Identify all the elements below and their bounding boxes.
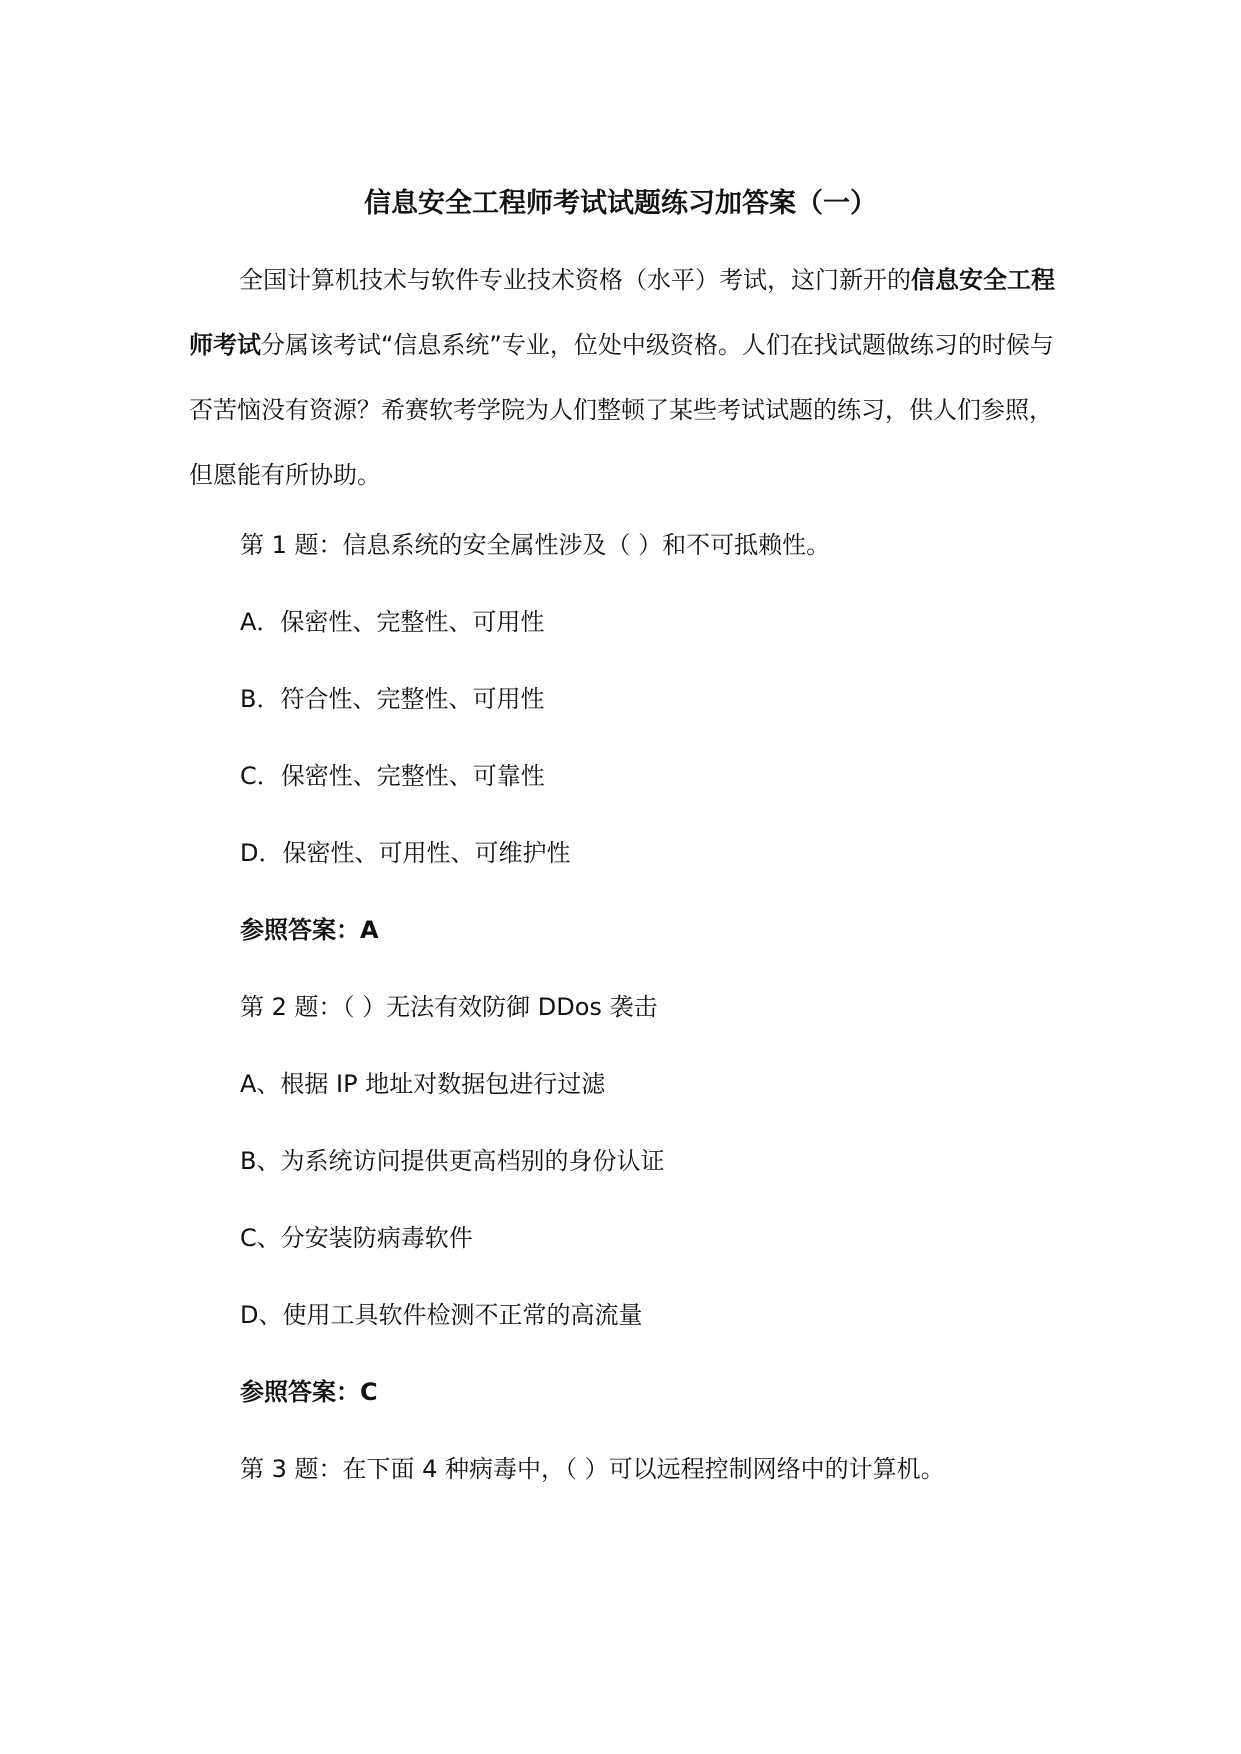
question-2-option-d: D、使用工具软件检测不正常的高流量 [240, 1301, 643, 1329]
question-1-option-a: A．保密性、完整性、可用性 [240, 608, 545, 636]
intro-bold-text: 信息安全工程师考试 [189, 266, 1055, 359]
question-2-answer: 参照答案：C [240, 1378, 378, 1406]
question-3: 第 3 题：在下面 4 种病毒中，（ ）可以远程控制网络中的计算机。 [240, 1455, 945, 1483]
question-1-answer: 参照答案：A [240, 916, 379, 944]
question-1: 第 1 题：信息系统的安全属性涉及（ ）和不可抵赖性。 [240, 531, 831, 559]
document-title: 信息安全工程师考试试题练习加答案（一） [364, 188, 877, 220]
intro-paragraph [189, 248, 1059, 508]
question-2-option-b: B、为系统访问提供更高档别的身份认证 [240, 1147, 665, 1175]
question-1-option-b: B．符合性、完整性、可用性 [240, 685, 545, 713]
intro-text-part1: 全国计算机技术与软件专业技术资格（水平）考试，这门新开的 [239, 266, 911, 294]
question-2-option-a: A、根据 IP 地址对数据包进行过滤 [240, 1070, 606, 1098]
question-2: 第 2 题：（ ）无法有效防御 DDos 袭击 [240, 993, 658, 1021]
question-2-option-c: C、分安装防病毒软件 [240, 1224, 473, 1252]
question-1-option-c: C．保密性、完整性、可靠性 [240, 762, 545, 790]
intro-text-part2: 分属该考试“信息系统”专业，位处中级资格。人们在找试题做练习的时候与否苦恼没有资源？希赛软考学院为人们整顿了某些考试试题的练习，供人们参照，但愿能有所协助。 [189, 331, 1054, 489]
question-1-option-d: D．保密性、可用性、可维护性 [240, 839, 571, 867]
